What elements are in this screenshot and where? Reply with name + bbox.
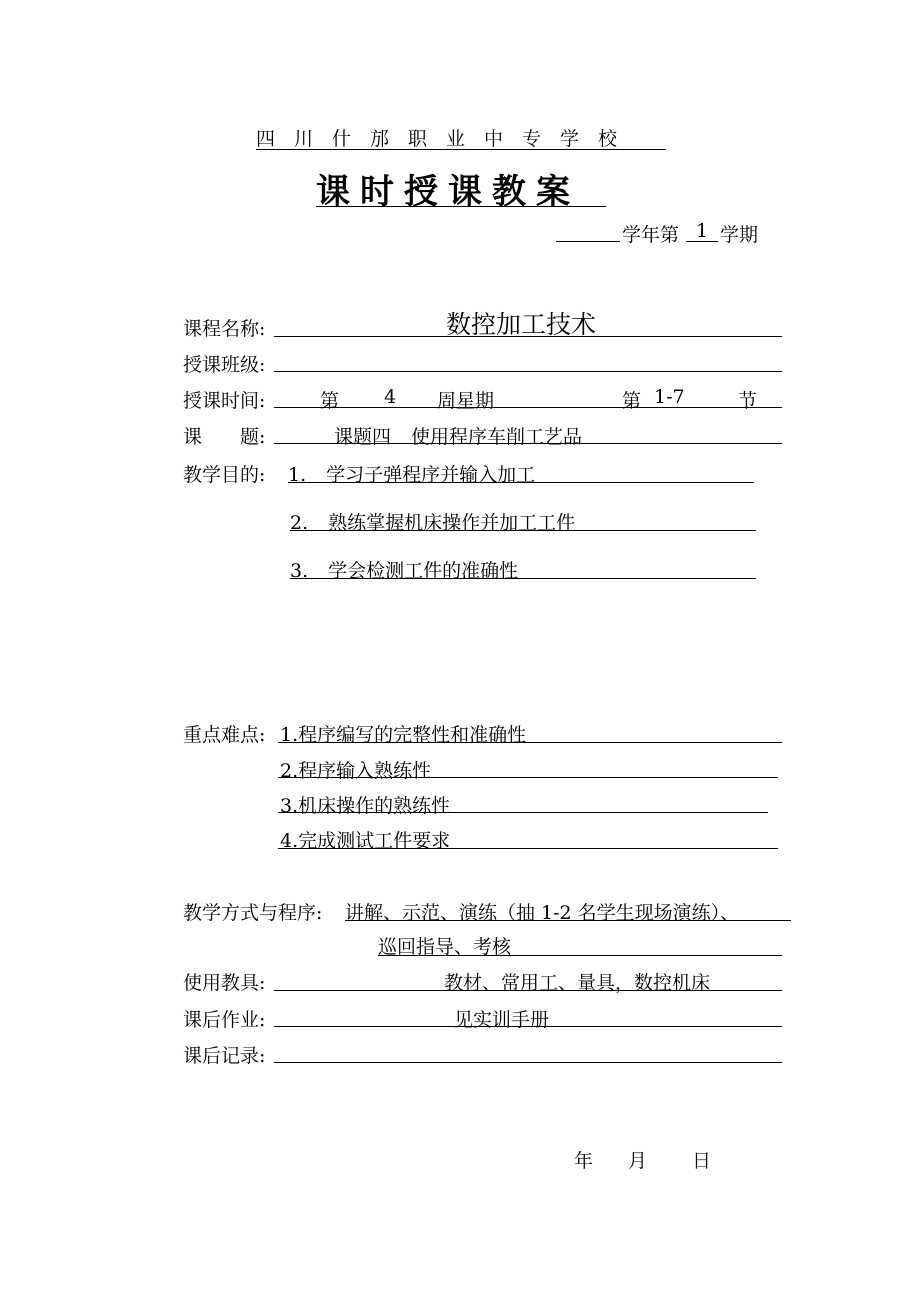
time-section-suffix: 节 xyxy=(738,390,758,412)
class-underline xyxy=(274,371,782,372)
term-suffix: 学期 xyxy=(720,224,759,246)
objective-item: 2. 熟练掌握机床操作并加工工件 xyxy=(290,512,576,534)
date-year: 年 xyxy=(574,1150,594,1172)
page-title: 课时授课教案 xyxy=(316,172,580,212)
key-point-underline xyxy=(278,777,778,778)
topic-label: 课 题: xyxy=(183,426,266,448)
key-point-item: 3.机床操作的熟练性 xyxy=(280,795,451,817)
objective-underline xyxy=(290,530,756,531)
time-week-suffix: 周星期 xyxy=(437,390,495,412)
course-name-label: 课程名称: xyxy=(183,318,266,340)
time-week: 4 xyxy=(384,386,397,408)
time-section: 1-7 xyxy=(654,386,685,408)
objective-underline xyxy=(290,578,756,579)
key-point-underline xyxy=(278,742,782,743)
school-underline xyxy=(256,149,666,150)
objective-item: 1. 学习子弹程序并输入加工 xyxy=(288,464,536,486)
method-line-2: 巡回指导、考核 xyxy=(378,936,512,958)
tools-value: 教材、常用工、量具，数控机床 xyxy=(444,972,711,994)
key-point-underline xyxy=(278,848,778,849)
time-week-prefix: 第 xyxy=(320,390,340,412)
topic-value: 课题四 使用程序车削工艺品 xyxy=(334,426,583,448)
homework-label: 课后作业: xyxy=(183,1009,266,1031)
school-year-blank xyxy=(556,241,620,242)
method-line-2-underline xyxy=(378,955,782,956)
record-underline xyxy=(274,1062,782,1063)
method-line-1-underline xyxy=(345,920,791,921)
objective-underline xyxy=(288,482,754,483)
date-day: 日 xyxy=(692,1150,712,1172)
title-underline xyxy=(316,206,606,207)
time-label: 授课时间: xyxy=(183,390,266,412)
class-label: 授课班级: xyxy=(183,354,266,376)
school-name: 四川什邡职业中专学校 xyxy=(256,128,637,150)
key-point-underline xyxy=(278,812,768,813)
tools-label: 使用教具: xyxy=(183,972,266,994)
method-label: 教学方式与程序: xyxy=(183,902,323,924)
method-line-1: 讲解、示范、演练（抽 1-2 名学生现场演练）、 xyxy=(345,902,740,924)
term-prefix: 学年第 xyxy=(622,224,680,246)
key-points-label: 重点难点: xyxy=(183,724,266,746)
key-point-item: 1.程序编写的完整性和准确性 xyxy=(280,724,527,746)
time-underline xyxy=(274,407,782,408)
homework-value: 见实训手册 xyxy=(454,1009,550,1031)
course-name-value: 数控加工技术 xyxy=(446,310,597,339)
time-section-prefix: 第 xyxy=(622,390,642,412)
key-point-item: 2.程序输入熟练性 xyxy=(280,760,432,782)
term-number: 1 xyxy=(696,220,709,242)
record-label: 课后记录: xyxy=(183,1045,266,1067)
objective-item: 3. 学会检测工件的准确性 xyxy=(290,560,519,582)
objectives-label: 教学目的: xyxy=(183,464,266,486)
date-month: 月 xyxy=(628,1150,648,1172)
key-point-item: 4.完成测试工件要求 xyxy=(280,830,451,852)
term-number-underline xyxy=(686,241,718,242)
